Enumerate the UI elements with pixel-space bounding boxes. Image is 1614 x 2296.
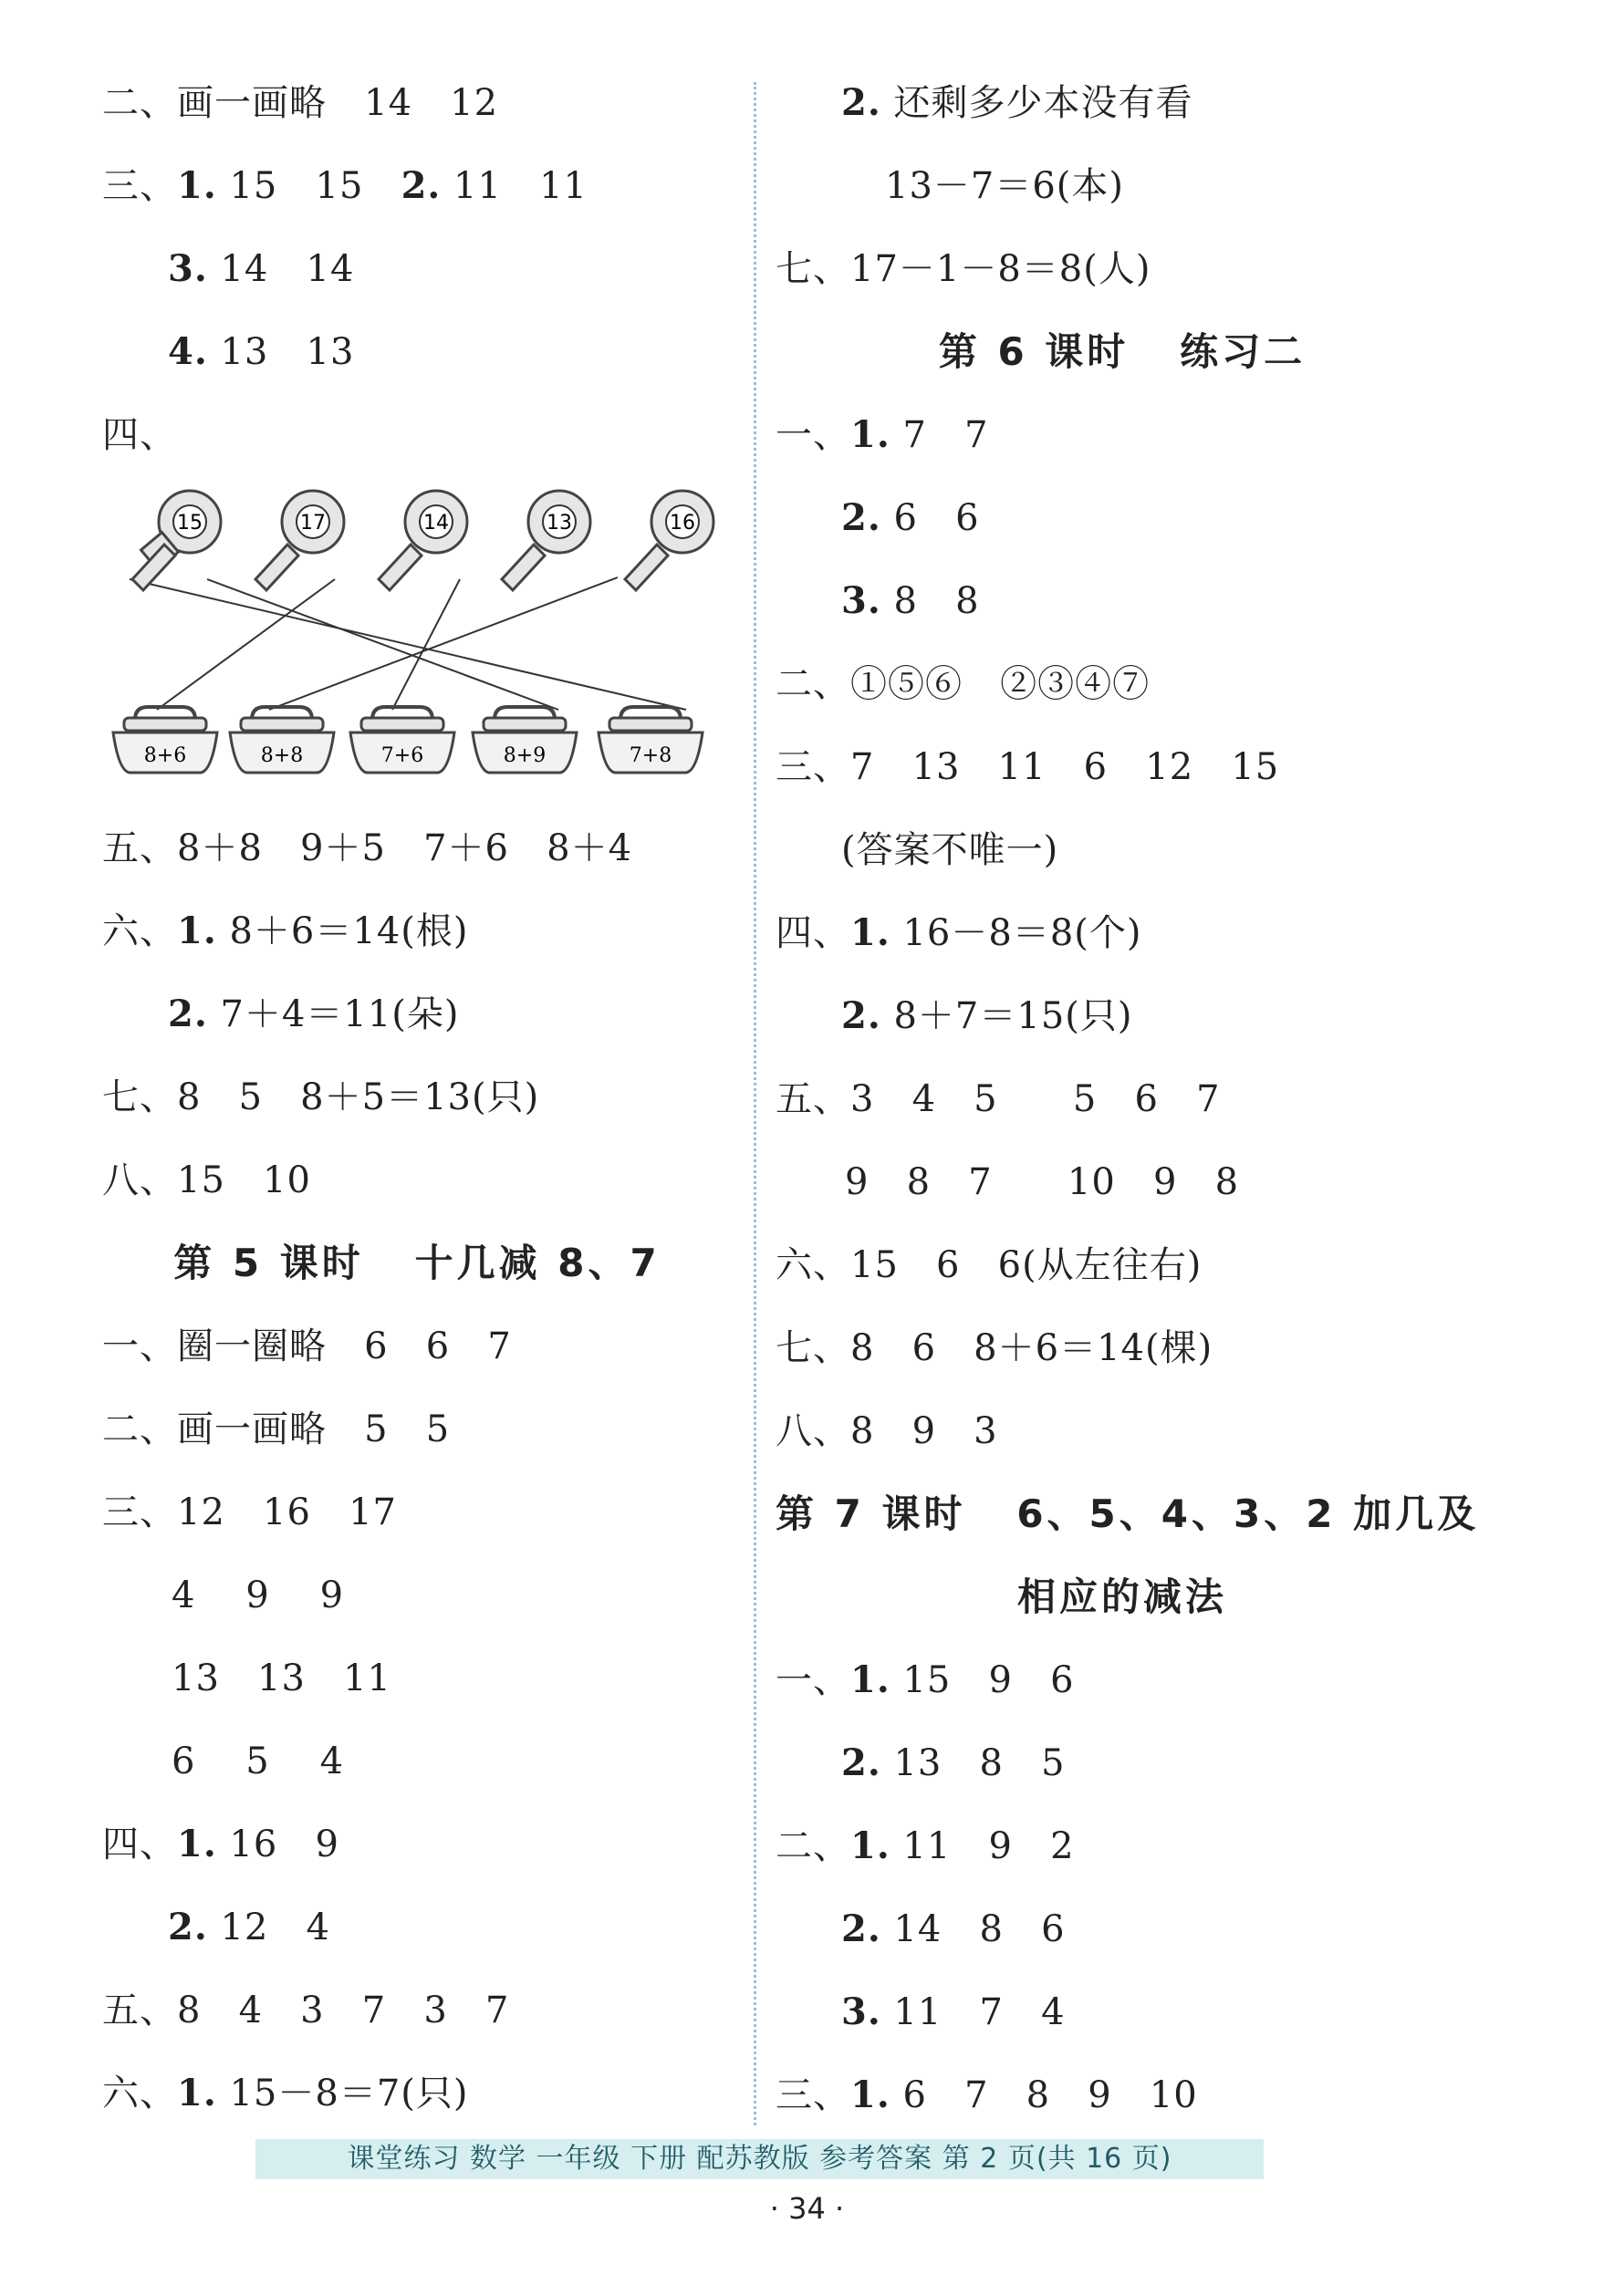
answer-line: (答案不唯一): [841, 829, 1059, 871]
answer-line: 七、17－1－8＝8(人): [776, 248, 1151, 290]
page-number: · 34 ·: [769, 2191, 845, 2226]
lesson-heading: 相应的减法: [1016, 1574, 1227, 1619]
answer-line: 八、15 10: [102, 1159, 311, 1201]
answer-line: 四、: [102, 414, 177, 456]
bag-icon: [113, 707, 217, 773]
key-number: 13: [547, 512, 572, 535]
key-icon: [379, 491, 467, 590]
footer-bar: 课堂练习 数学 一年级 下册 配苏教版 参考答案 第 2 页(共 16 页): [255, 2139, 1264, 2179]
answer-line: 二、画一画略 5 5: [102, 1408, 451, 1450]
answer-line: 一、1. 7 7: [776, 413, 989, 456]
match-line: [207, 579, 558, 710]
answer-line: 二、1. 11 9 2: [776, 1824, 1075, 1867]
answer-line: 6 5 4: [172, 1740, 345, 1782]
key-number: 14: [423, 512, 449, 535]
answer-line: 2. 13 8 5: [841, 1741, 1066, 1784]
key-bag-matching-diagram: [102, 488, 732, 789]
bag-expression: 8+6: [143, 744, 187, 767]
lesson-heading: 第 5 课时 十几减 8、7: [173, 1241, 661, 1285]
answer-line: 13 13 11: [172, 1657, 391, 1699]
answer-line: 三、1. 15 15 2. 11 11: [102, 164, 588, 207]
bag-expression: 8+9: [503, 744, 547, 767]
bag-icon: [230, 707, 334, 773]
answer-line: 四、1. 16 9: [102, 1823, 339, 1865]
answer-line: 2. 6 6: [841, 496, 980, 539]
answer-line: 六、15 6 6(从左往右): [776, 1244, 1203, 1286]
bag-expression: 7+8: [629, 744, 672, 767]
answer-line: 三、7 13 11 6 12 15: [776, 746, 1280, 788]
answer-line: 4 9 9: [172, 1574, 345, 1616]
column-divider: [754, 82, 756, 2125]
answer-line: 二、①⑤⑥ ②③④⑦: [776, 663, 1151, 705]
answer-line: 2. 8＋7＝15(只): [841, 994, 1133, 1037]
answer-line: 三、1. 6 7 8 9 10: [776, 2073, 1198, 2116]
answer-line: 一、1. 15 9 6: [776, 1658, 1075, 1701]
answer-line: 五、8 4 3 7 3 7: [102, 1990, 510, 2031]
match-line: [157, 579, 335, 710]
answer-line: 一、圈一圈略 6 6 7: [102, 1325, 512, 1367]
answer-line: 七、8 5 8＋5＝13(只): [102, 1076, 540, 1118]
right-column: [776, 71, 1480, 2146]
key-number: 17: [300, 512, 326, 535]
bag-icon: [350, 707, 454, 773]
answer-line: 3. 14 14: [168, 247, 355, 290]
left-column: [102, 71, 732, 2145]
key-icon: [502, 491, 590, 590]
lesson-heading: 第 6 课时 练习二: [938, 329, 1307, 374]
bag-expression: 7+6: [380, 744, 424, 767]
match-line: [130, 579, 686, 710]
key-icon: [255, 491, 344, 590]
key-icon: [132, 491, 221, 590]
answer-line: 五、8＋8 9＋5 7＋6 8＋4: [102, 827, 633, 869]
answer-line: 2. 12 4: [168, 1906, 330, 1948]
answer-line: 二、画一画略 14 12: [102, 82, 499, 124]
answer-line: 六、1. 15－8＝7(只): [102, 2072, 469, 2114]
answer-line: 9 8 7 10 9 8: [845, 1161, 1240, 1203]
answer-line: 五、3 4 5 5 6 7: [776, 1078, 1221, 1120]
lesson-heading: 第 7 课时 6、5、4、3、2 加几及: [776, 1491, 1480, 1536]
match-line: [392, 579, 460, 710]
answer-line: 七、8 6 8＋6＝14(棵): [776, 1327, 1213, 1369]
answer-line: 八、8 9 3: [776, 1410, 998, 1452]
answer-line: 六、1. 8＋6＝14(根): [102, 909, 469, 952]
answer-line: 2. 14 8 6: [841, 1907, 1066, 1950]
answer-line: 2. 还剩多少本没有看: [841, 81, 1193, 124]
key-icon: [625, 491, 713, 590]
bag-expression: 8+8: [260, 744, 304, 767]
key-number: 15: [177, 512, 203, 535]
answer-line: 三、12 16 17: [102, 1491, 397, 1533]
bag-icon: [473, 707, 577, 773]
answer-line: 四、1. 16－8＝8(个): [776, 911, 1142, 954]
answer-line: 2. 7＋4＝11(朵): [168, 992, 460, 1035]
answer-line: 13－7＝6(本): [885, 165, 1125, 207]
answer-line: 3. 11 7 4: [841, 1990, 1066, 2033]
answer-line: 4. 13 13: [168, 330, 355, 373]
answer-line: 3. 8 8: [841, 579, 980, 622]
bag-icon: [599, 707, 703, 773]
match-line: [269, 577, 618, 710]
key-number: 16: [670, 512, 695, 535]
